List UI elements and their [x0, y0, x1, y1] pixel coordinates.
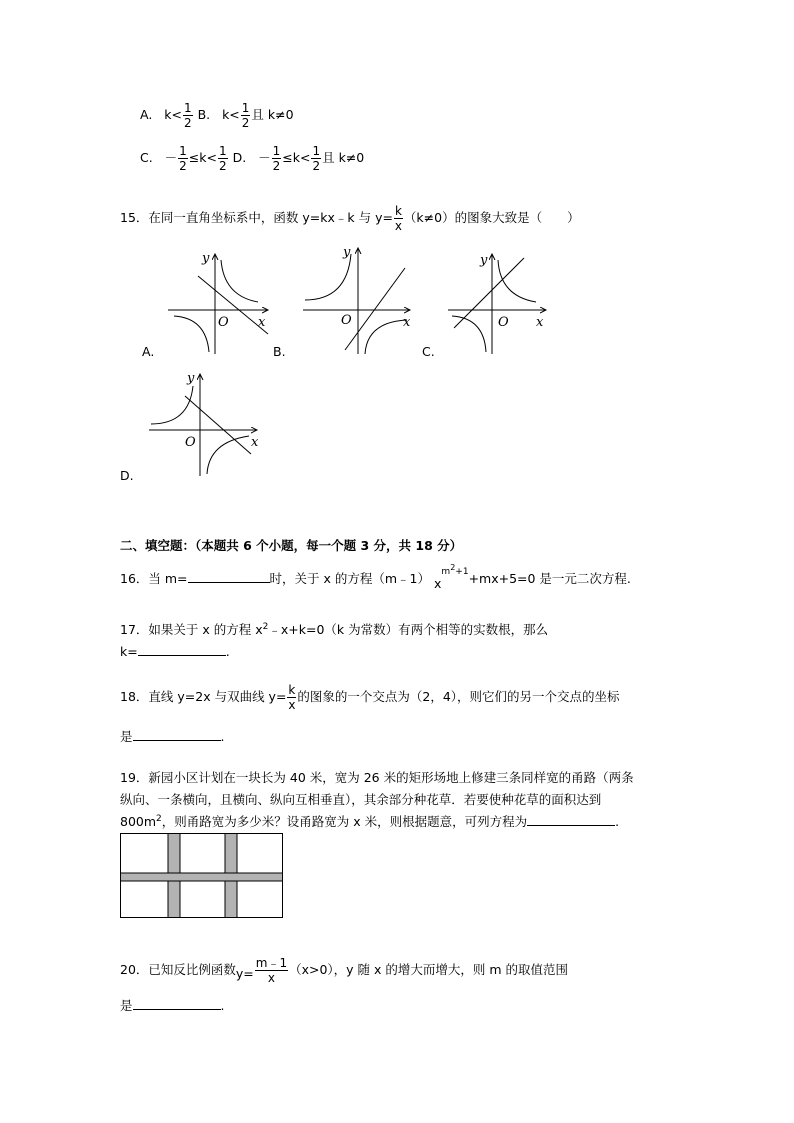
q14-option-c-minus: －: [164, 150, 178, 165]
q19-rectangle-figure: [120, 833, 285, 920]
graph-d-label: D.: [120, 468, 134, 483]
fraction-one-half: $\frac{1}{2}$: [183, 101, 192, 130]
graph-d-y-label: y: [187, 371, 195, 386]
q14-option-d-ineq: ≤k<: [282, 150, 311, 165]
q17-period: .: [225, 644, 230, 659]
q17-k-equals: k=: [120, 644, 138, 659]
graph-a-y-label: y: [202, 251, 210, 266]
graph-c-y-label: y: [480, 253, 488, 268]
graph-a-label: A.: [142, 344, 155, 359]
q14-option-d-condition: 且 k≠0: [322, 150, 365, 165]
graph-c-x-label: x: [536, 315, 544, 330]
q20-line1: [120, 957, 568, 984]
q14-option-b-text: k<: [222, 107, 240, 122]
q16-answer-blank[interactable]: [188, 570, 270, 583]
q14-option-a-text: k<: [164, 107, 182, 122]
q18-line2: [120, 727, 225, 745]
q19-line3: [120, 812, 619, 830]
graph-a-x-label: x: [258, 315, 266, 330]
q14-option-d-label: D.: [232, 150, 247, 165]
q20-prefix: 20．已知反比例函数: [120, 962, 236, 977]
graph-c: [440, 248, 555, 358]
q15-stem-text: 15．在同一直角坐标系中，函数 y=kx﹣k 与 y=: [120, 210, 393, 225]
graph-a: [160, 248, 280, 358]
fraction-one-half: $\frac{1}{2}$: [218, 144, 227, 173]
graph-b-x-label: x: [403, 315, 411, 330]
q16-middle: 时，关于 x 的方程（m﹣1）: [269, 571, 431, 587]
q14-option-c-ineq: ≤k<: [188, 150, 217, 165]
fraction-k-over-x: $\frac{k}{x}$: [288, 683, 296, 712]
q16-exponent-plus-one: +1: [455, 567, 469, 577]
q16-exponent-squared: 2: [450, 563, 456, 572]
q19-line2: 纵向、一条横向，且横向、纵向互相垂直），其余部分种花草．若要使种花草的面积达到: [120, 792, 602, 807]
q16-prefix: 16．当 m=: [120, 571, 188, 587]
q18-prefix: 18．直线 y=2x 与双曲线 y=: [120, 689, 287, 704]
q20-period: .: [220, 998, 225, 1013]
q17-squared: 2: [262, 621, 269, 632]
q20-answer-blank[interactable]: [133, 997, 221, 1010]
q17-line2: [120, 643, 230, 659]
q19-area: 800m: [120, 814, 157, 829]
q18-is: 是: [120, 729, 133, 744]
q18-line1: [120, 684, 620, 711]
horizontal-path: [121, 873, 283, 881]
q20-y-equals: y=: [235, 966, 254, 981]
fraction-one-half: $\frac{1}{2}$: [272, 144, 281, 173]
q20-is: 是: [120, 998, 133, 1013]
q19-line1: 19．新园小区计划在一块长为 40 米，宽为 26 米的矩形场地上修建三条同样宽的甬路（两条: [120, 770, 634, 785]
q19-question: ，则甬路宽为多少米？设甬路宽为 x 米，则根据题意，可列方程为: [161, 814, 528, 829]
graph-d-origin: O: [185, 435, 196, 450]
q17-answer-blank[interactable]: [138, 643, 226, 656]
q14-option-a-label: A.: [140, 107, 153, 122]
q18-period: .: [220, 729, 225, 744]
q15-stem-tail: （k≠0）的图象大致是（ ）: [403, 210, 580, 225]
q17-suffix: ﹣x+k=0（k 为常数）有两个相等的实数根，那么: [268, 622, 549, 637]
q16-base-x: x: [434, 576, 442, 592]
q20-suffix: （x>0），y 随 x 的增大而增大，则 m 的取值范围: [289, 962, 569, 977]
q19-answer-blank[interactable]: [527, 813, 615, 826]
q15-stem: [120, 205, 580, 232]
graph-b-origin: O: [341, 313, 352, 328]
section-title-fill-in: 二、填空题：（本题共 6 个小题，每一个题 3 分，共 18 分）: [120, 538, 463, 553]
fraction-k-over-x: $\frac{k}{x}$: [394, 204, 402, 233]
q16-suffix: +mx+5=0 是一元二次方程.: [468, 571, 631, 587]
q16-exponent-m: m: [441, 567, 451, 577]
graph-d: [145, 368, 270, 480]
fraction-one-half: $\frac{1}{2}$: [179, 144, 187, 173]
q16: [120, 563, 631, 592]
q14-options-row2: [140, 145, 364, 172]
graph-c-origin: O: [498, 315, 509, 330]
q19-period: .: [615, 814, 620, 829]
graph-a-origin: O: [218, 315, 229, 330]
q17-prefix: 17．如果关于 x 的方程 x: [120, 622, 263, 637]
graph-b-label: B.: [273, 344, 286, 359]
fraction-m-minus-1-over-x: $\frac{m﹣1}{x}$: [255, 956, 288, 985]
graph-b-y-label: y: [343, 245, 351, 260]
q14-option-b-label: B.: [197, 107, 211, 122]
q20-line2: [120, 996, 225, 1014]
graph-b: [295, 240, 420, 358]
q18-suffix: 的图象的一个交点为（2，4），则它们的另一个交点的坐标: [297, 689, 620, 704]
graph-d-x-label: x: [251, 435, 259, 450]
q17-line1: [120, 620, 548, 638]
q14-options-row1: [140, 102, 294, 129]
q14-option-c-label: C.: [140, 150, 153, 165]
q14-option-d-minus: －: [258, 150, 271, 165]
fraction-one-half: $\frac{1}{2}$: [241, 101, 250, 130]
q14-option-b-condition: 且 k≠0: [251, 107, 294, 122]
fraction-one-half: $\frac{1}{2}$: [312, 144, 321, 173]
graph-c-label: C.: [422, 344, 435, 359]
q18-answer-blank[interactable]: [133, 728, 221, 741]
q19-squared: 2: [156, 813, 162, 824]
